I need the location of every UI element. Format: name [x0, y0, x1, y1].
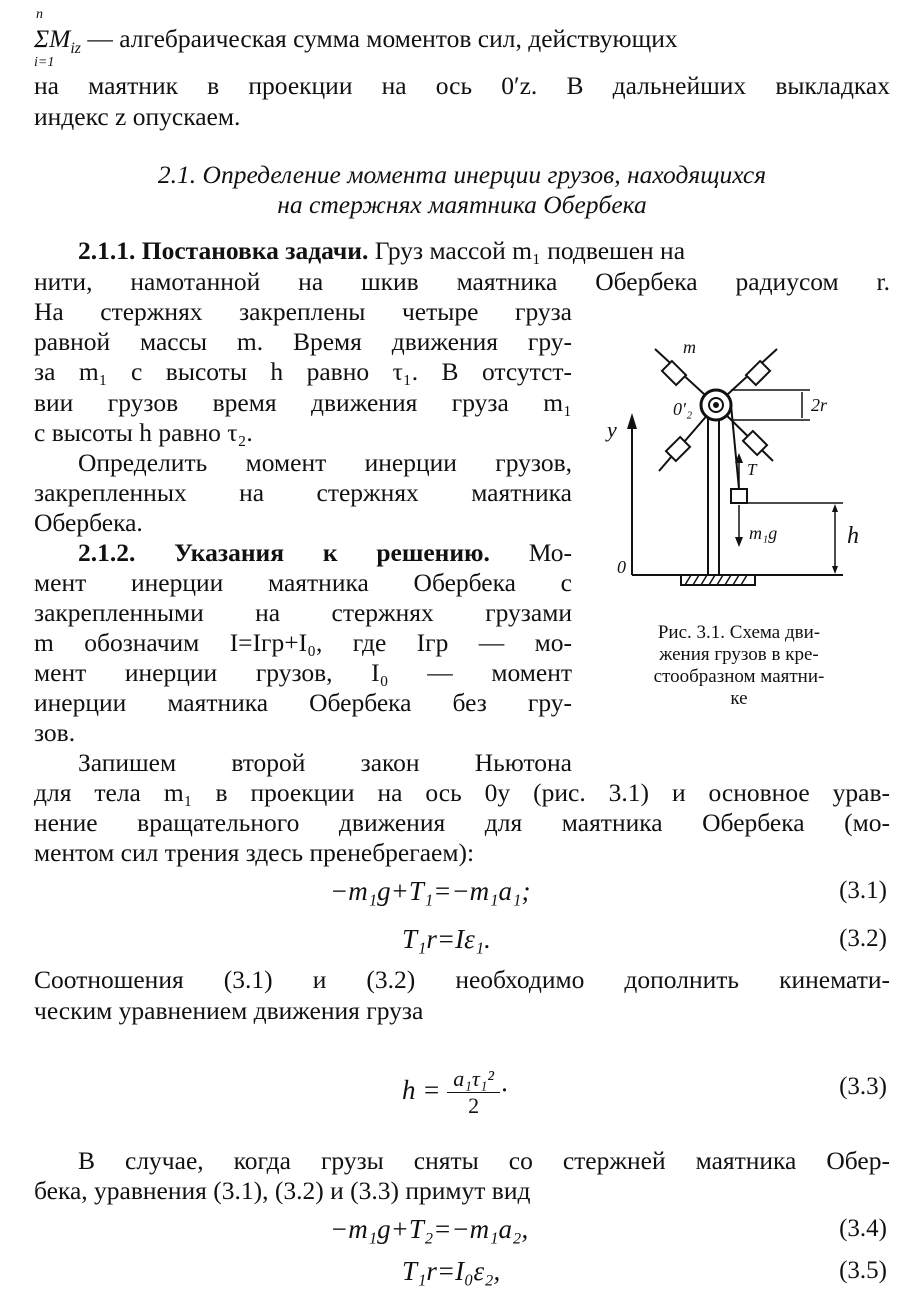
- section-title-line-1: 2.1. Определение момента инерции грузов, находящихся: [157, 160, 767, 189]
- p212-line-1-text: Мо-: [489, 538, 572, 567]
- label-m: m: [683, 337, 696, 357]
- equation-3-5-number: (3.5): [839, 1257, 887, 1284]
- equation-3-2: T₁r=Iε₁.: [402, 924, 491, 954]
- p212-line-1: [78, 538, 572, 568]
- equation-3-1-number: (3.1): [839, 877, 887, 904]
- sum-upper-limit: n: [36, 7, 43, 22]
- label-2r: 2r: [811, 395, 828, 415]
- relations-line-2: ческим уравнением движения груза: [34, 996, 424, 1025]
- pulley-axle: [714, 403, 718, 407]
- p211-line-2: нити, намотанной на шкив маятника Обербека радиусом r.: [34, 267, 890, 296]
- load-m1: [731, 489, 747, 503]
- p211-line-3: На стержнях закреплены четыре груза: [34, 297, 572, 326]
- task-line-3: Обербека.: [34, 508, 143, 537]
- newton-line-4: ментом сил трения здесь пренебрегаем):: [34, 838, 475, 867]
- task-line-1: Определить момент инерции грузов,: [78, 448, 572, 477]
- equation-3-3-lhs: h =: [402, 1075, 441, 1105]
- equation-3-3-number: (3.3): [839, 1073, 887, 1100]
- sum-subscript: iz: [70, 40, 81, 58]
- p212-line-7: зов.: [34, 718, 76, 747]
- equation-3-4: −m₁g+T₂=−m₁a₂,: [330, 1214, 529, 1244]
- p211-line-5: за m₁ с высоты h равно τ₁. В отсутст-: [34, 357, 572, 386]
- pendulum-figure: [595, 335, 885, 595]
- thread: [731, 405, 739, 489]
- p211-line-7: с высоты h равно τ₂.: [34, 418, 253, 447]
- p211-line-1-text: Груз массой m₁ подвешен на: [368, 236, 686, 265]
- caption-line-4: ке: [730, 688, 748, 709]
- weight-upper-left: [662, 361, 686, 385]
- label-o2: 0′₂: [673, 399, 693, 419]
- intro-line-2: на маятник в проекции на ось 0′z. В дальнейших выкладках: [34, 71, 890, 100]
- caption-line-3: стообразном маятни-: [653, 666, 825, 687]
- intro-line-1: [34, 24, 890, 64]
- label-m1g: m₁g⃗: [749, 523, 792, 543]
- removed-line-2: бека, уравнения (3.1), (3.2) и (3.3) примут вид: [34, 1176, 531, 1205]
- p211-line-1: [78, 236, 890, 266]
- task-line-2: закрепленных на стержнях маятника: [34, 478, 572, 507]
- p211-line-4: равной массы m. Время движения гру-: [34, 327, 572, 356]
- newton-line-1: Запишем второй закон Ньютона: [78, 748, 572, 777]
- label-h: h: [847, 523, 859, 549]
- relations-line-1: Соотношения (3.1) и (3.2) необходимо дополнить кинемати-: [34, 965, 890, 994]
- newton-line-2: для тела m₁ в проекции на ось 0y (рис. 3.1) и основное урав-: [34, 778, 890, 807]
- sum-lower-limit: i=1: [34, 55, 55, 70]
- dim-h-arrow-bottom: [832, 566, 838, 574]
- equation-3-3-numerator: a₁τ₁²: [447, 1066, 500, 1093]
- equation-3-4-number: (3.4): [839, 1215, 887, 1242]
- p212-line-2: мент инерции маятника Обербека с: [34, 568, 572, 597]
- equation-3-2-number: (3.2): [839, 925, 887, 952]
- weight-upper-right: [746, 361, 770, 385]
- intro-line-3: индекс z опускаем.: [34, 102, 241, 131]
- caption-line-2: жения грузов в кре-: [659, 644, 819, 665]
- y-axis-arrow: [627, 413, 637, 429]
- equation-3-3-denominator: 2: [468, 1093, 480, 1119]
- section-title-line-2: на стержнях маятника Обербека: [277, 190, 647, 219]
- p212-line-6: инерции маятника Обербека без гру-: [34, 688, 572, 717]
- label-y: y: [607, 417, 617, 442]
- dim-h-arrow-top: [832, 504, 838, 512]
- equation-3-3: [402, 1060, 509, 1120]
- p212-line-4: m обозначим I=Iгр+I₀, где Iгр — мо-: [34, 628, 572, 657]
- p211-heading: 2.1.1. Постановка задачи.: [78, 236, 369, 265]
- gravity-arrowhead: [735, 537, 743, 547]
- equation-3-1: −m₁g+T₁=−m₁a₁;: [330, 876, 531, 906]
- label-tension: T⃗: [747, 460, 770, 479]
- equation-3-5: T₁r=I₀ε₂,: [402, 1256, 501, 1286]
- sum-symbol: ΣM: [34, 24, 71, 53]
- equation-3-3-dot: ·: [500, 1075, 510, 1105]
- label-origin: 0: [617, 557, 626, 577]
- p211-line-6: вии грузов время движения груза m₁: [34, 388, 572, 417]
- p212-line-3: закрепленными на стержнях грузами: [34, 598, 572, 627]
- equation-3-3-fraction: [447, 1066, 500, 1119]
- figure-caption: [608, 622, 870, 710]
- caption-line-1: Рис. 3.1. Схема дви-: [657, 622, 821, 643]
- p212-line-5: мент инерции грузов, I₀ — момент: [34, 658, 572, 687]
- removed-line-1: В случае, когда грузы сняты со стержней маятника Обер-: [78, 1146, 890, 1175]
- intro-line-1-text: — алгебраическая сумма моментов сил, действующих: [80, 24, 678, 53]
- p212-heading: 2.1.2. Указания к решению.: [78, 538, 490, 567]
- newton-line-3: нение вращательного движения для маятника Обербека (мо-: [34, 808, 890, 837]
